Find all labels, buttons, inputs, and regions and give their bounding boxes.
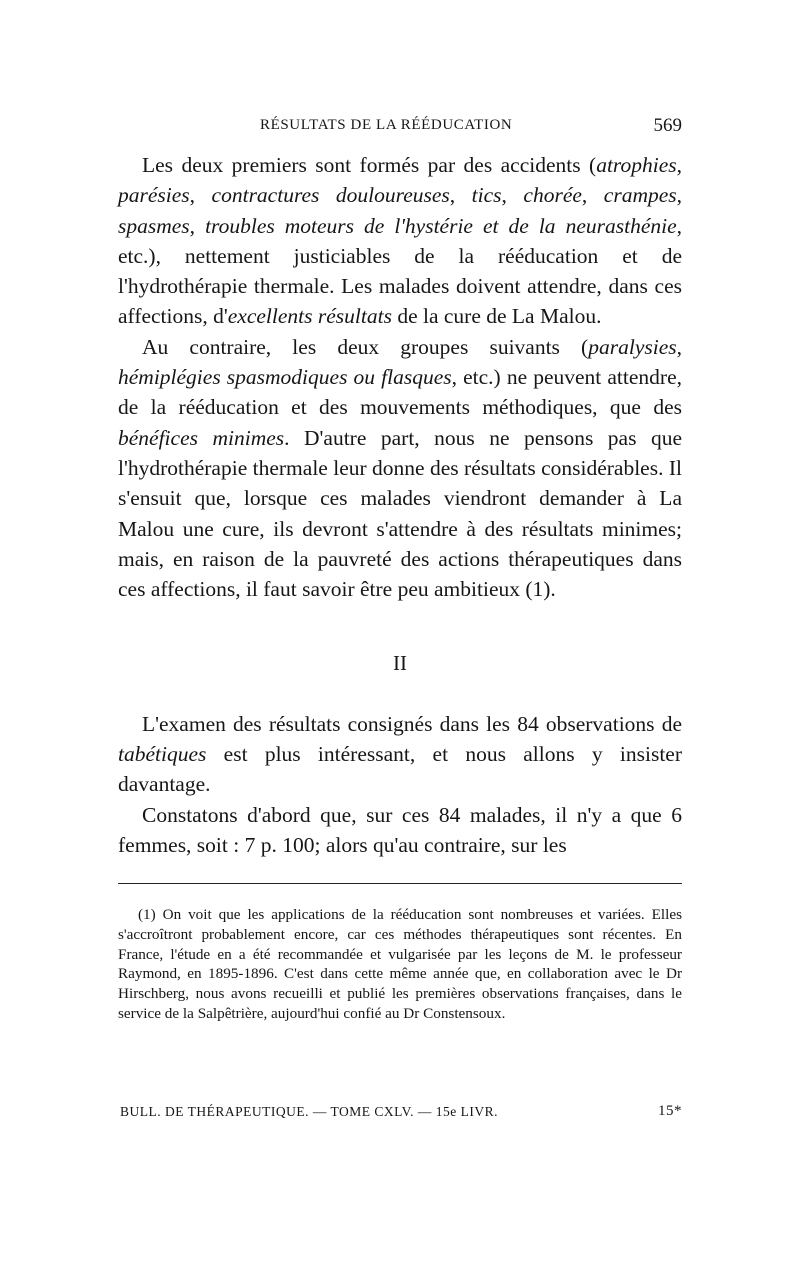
italic-term: excellents résultats <box>227 304 392 329</box>
italic-term: parésies <box>118 183 190 208</box>
book-page <box>118 0 682 1262</box>
italic-term: hémiplégies spasmodiques ou flasques <box>118 365 452 390</box>
text-run: , etc.) ne peuvent attendre, de la rééducation et des mouvements méthodiques, que des <box>118 365 682 420</box>
italic-term: crampes <box>603 183 677 208</box>
footnote-separator <box>118 883 682 884</box>
running-head <box>118 117 682 139</box>
text-run: Constatons d'abord que, sur ces 84 malades, il n'y a que 6 femmes, soit : 7 p. 100; alors qu'au contraire, sur les <box>118 802 682 857</box>
text-run: , etc.), nettement justiciables de la rééducation et de l'hydrothérapie thermale. Les malades doivent attendre, dans ces affections, d' <box>118 213 682 329</box>
page-number: 569 <box>653 115 682 136</box>
text-run: , <box>676 183 683 208</box>
text-run: , <box>501 183 524 208</box>
italic-term: bénéfices minimes <box>118 425 285 450</box>
journal-reference: BULL. DE THÉRAPEUTIQUE. — TOME CXLV. — 15e LIVR. <box>120 1104 498 1119</box>
paragraph-1 <box>118 150 682 332</box>
footnote: (1) On voit que les applications de la rééducation sont nombreuses et variées. Elles s'accroîtront probablement encore, car ces méthodes thérapeutiques sont récentes. En France, l'étude en a été recommandée et vulgarisée par les leçons de M. le professeur Raymond, en 1895-1896. C'est dans cette même année que, en collaboration avec le Dr Hirschberg, nous avons recueilli et publié les premières observations françaises, dans le service de la Salpêtrière, aujourd'hui confié au Dr Constensoux. <box>118 906 682 1022</box>
text-run: est plus intéressant, et nous allons y insister davantage. <box>118 742 682 797</box>
italic-term: contractures douloureuses <box>211 183 450 208</box>
body-text <box>118 150 682 860</box>
text-run: de la cure de La Malou. <box>391 304 602 329</box>
running-title: RÉSULTATS DE LA RÉÉDUCATION <box>260 117 513 133</box>
paragraph-2 <box>118 332 682 605</box>
italic-term: paralysies <box>588 334 677 359</box>
text-run: . D'autre part, nous ne pensons pas que l'hydrothérapie thermale leur donne des résultats considérables. Il s'ensuit que, lorsque ces malades viendront demander à La Malou une cure, ils devront s'attendre à des résultats minimes; mais, en raison de la pauvreté des actions thérapeutiques dans ces affections, il faut savoir être peu ambitieux (1). <box>118 425 682 602</box>
italic-term: atrophies <box>596 153 677 177</box>
paragraph-4 <box>118 800 682 861</box>
text-run: , <box>581 183 604 208</box>
italic-term: spasmes <box>118 213 190 238</box>
text-run: Au contraire, les deux groupes suivants ( <box>142 334 589 359</box>
text-run: , <box>676 334 682 359</box>
italic-term: tics <box>471 183 502 208</box>
italic-term: chorée <box>523 183 582 208</box>
text-run: Les deux premiers sont formés par des accidents ( <box>142 153 597 177</box>
text-run: , <box>449 183 472 208</box>
section-heading: II <box>393 651 407 676</box>
text-run: L'examen des résultats consignés dans les 84 observations de <box>142 711 682 736</box>
italic-term: tabétiques <box>118 742 207 767</box>
text-run: , <box>676 153 682 177</box>
page-footer <box>118 1104 682 1126</box>
italic-term: troubles moteurs de l'hystérie et de la neurasthénie <box>205 213 677 238</box>
text-run: , <box>189 213 206 238</box>
text-run: , <box>189 183 212 208</box>
paragraph-3 <box>118 709 682 800</box>
signature-mark: 15* <box>658 1103 682 1119</box>
